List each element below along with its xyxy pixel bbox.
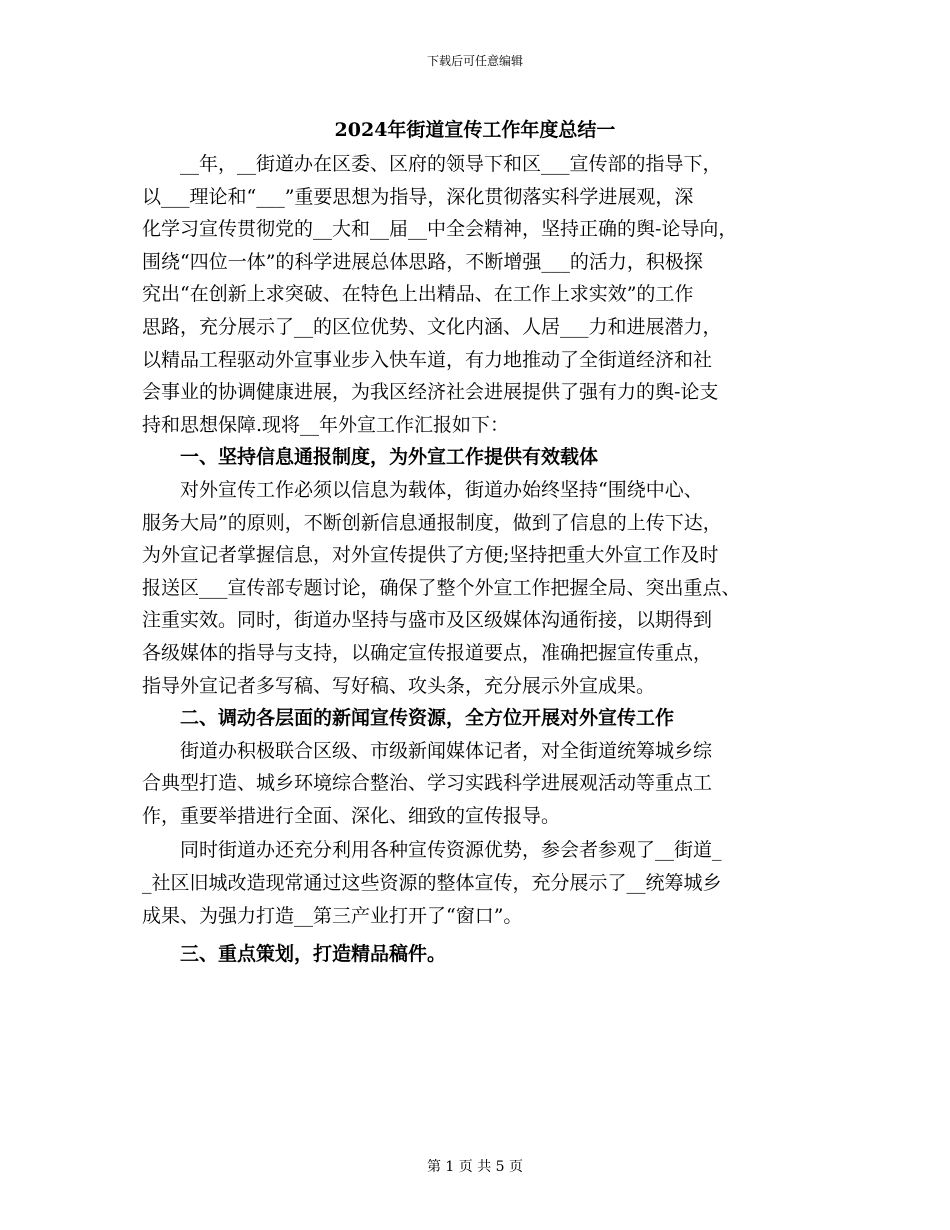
body-line: 指导外宣记者多写稿、写好稿、攻头条，充分展示外宣成果。 xyxy=(142,674,656,697)
body-line: 思路，充分展示了__的区位优势、文化内涵、人居___力和进展潜力， xyxy=(142,315,722,338)
body-line: 成果、为强力打造__第三产业打开了“窗口”。 xyxy=(142,904,523,927)
body-line: __年，__街道办在区委、区府的领导下和区___宣传部的指导下， xyxy=(142,153,722,175)
section-heading: 二、调动各层面的新闻宣传资源，全方位开展对外宣传工作 xyxy=(142,707,675,730)
page-indicator: 第 1 页 共 5 页 xyxy=(426,1159,524,1175)
body-line: 化学习宣传贯彻党的__大和__届__中全会精神，坚持正确的舆-论导向， xyxy=(142,218,738,241)
body-line: 会事业的协调健康进展，为我区经济社会进展提供了强有力的舆-论支 xyxy=(142,381,719,404)
body-line: 注重实效。同时，街道办坚持与盛市及区级媒体沟通衔接，以期得到 xyxy=(142,609,713,632)
header-note: 下载后可任意编辑 xyxy=(426,54,523,68)
body-line: 服务大局”的原则，不断创新信息通报制度，做到了信息的上传下达， xyxy=(142,511,722,534)
body-line: 以___理论和“___”重要思想为指导，深化贯彻落实科学进展观，深 xyxy=(142,185,694,208)
section-heading: 三、重点策划，打造精品稿件。 xyxy=(142,943,447,966)
body-line: 持和思想保障.现将__年外宣工作汇报如下： xyxy=(142,413,510,436)
body-line: 对外宣传工作必须以信息为载体，街道办始终坚持“围绕中心、 xyxy=(142,478,703,501)
body-line: 同时街道办还充分利用各种宣传资源优势，参会者参观了__街道_ xyxy=(142,839,722,862)
body-line: 究出“在创新上求突破、在特色上出精品、在工作上求实效”的工作 xyxy=(142,283,694,306)
body-line: 为外宣记者掌握信息，对外宣传提供了方便;坚持把重大外宣工作及时 xyxy=(142,544,719,567)
body-line: 报送区___宣传部专题讨论，确保了整个外宣工作把握全局、突出重点、 xyxy=(142,576,741,599)
body-line: 合典型打造、城乡环境综合整治、学习实践科学进展观活动等重点工 xyxy=(142,772,713,795)
body-line: 街道办积极联合区级、市级新闻媒体记者，对全街道统筹城乡综 xyxy=(142,739,713,762)
body-line: 围绕“四位一体”的科学进展总体思路，不断增强___的活力，积极探 xyxy=(142,250,703,273)
body-line: _社区旧城改造现常通过这些资源的整体宣传，充分展示了__统筹城乡 xyxy=(142,872,722,895)
document-body xyxy=(142,148,832,971)
section-heading: 一、坚持信息通报制度，为外宣工作提供有效载体 xyxy=(142,446,599,469)
body-line: 作，重要举措进行全面、深化、细致的宣传报导。 xyxy=(142,804,561,827)
body-line: 各级媒体的指导与支持，以确定宣传报道要点，准确把握宣传重点， xyxy=(142,641,713,664)
body-line: 以精品工程驱动外宣事业步入快车道，有力地推动了全街道经济和社 xyxy=(142,348,713,371)
document-title: 2024年街道宣传工作年度总结一 xyxy=(334,119,616,141)
